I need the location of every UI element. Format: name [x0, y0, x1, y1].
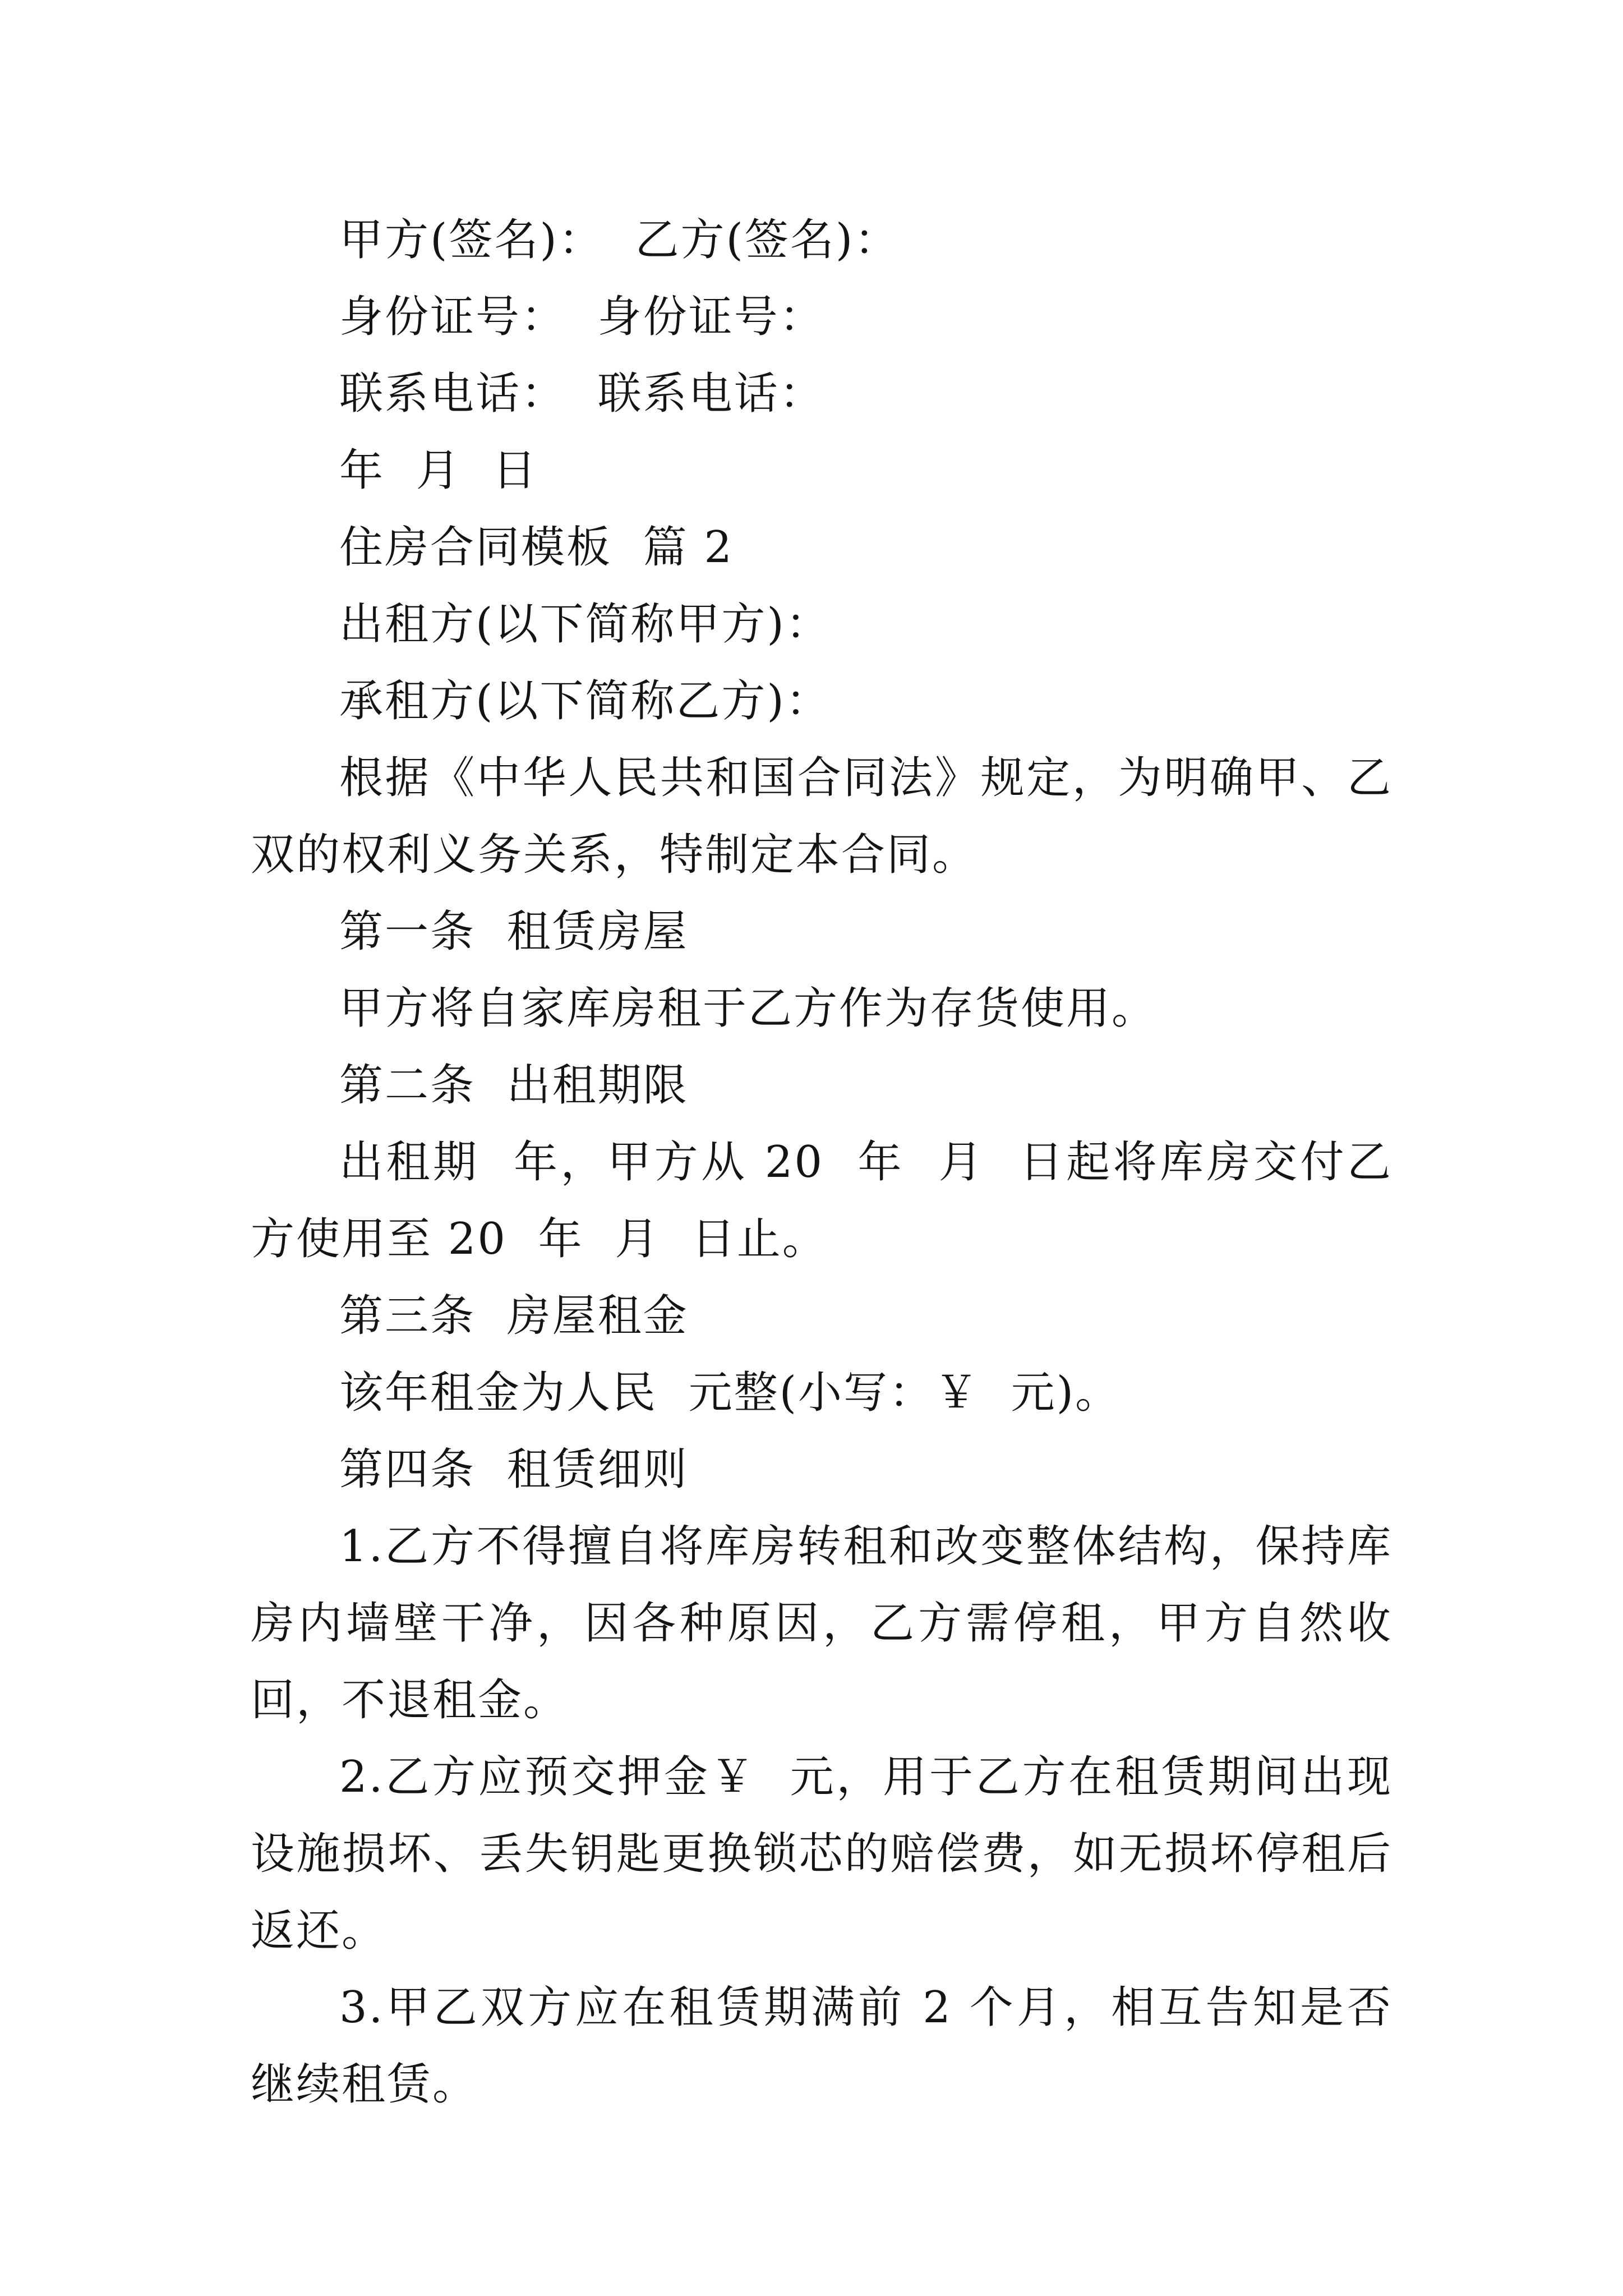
lessor-line: 出租方(以下简称甲方)： [339, 599, 831, 650]
article-2-heading: 第二条 出租期限 [339, 1060, 689, 1111]
preamble-paragraph: 根据《中华人民共和国合同法》规定，为明确甲、乙双的权利义务关系，特制定本合同。 [251, 753, 1393, 880]
article-4-item-3: 3.甲乙双方应在租赁期满前 2 个月，相互告知是否继续租赁。 [251, 1982, 1393, 2110]
article-3-text: 该年租金为人民 元整(小写：￥ 元)。 [339, 1368, 1121, 1418]
phone-line: 联系电话： 联系电话： [339, 369, 825, 419]
document-body [251, 202, 1393, 2123]
article-2-text: 出租期 年，甲方从 20 年 月 日起将库房交付乙方使用至 20 年 月 日止。 [251, 1137, 1393, 1264]
article-1-text: 甲方将自家库房租于乙方作为存货使用。 [339, 983, 1158, 1034]
id-number-line: 身份证号： 身份证号： [339, 292, 825, 342]
article-4-item-1: 1.乙方不得擅自将库房转租和改变整体结构，保持库房内墙壁干净，因各种原因，乙方需停租，甲方自然收回，不退租金。 [251, 1521, 1393, 1726]
article-1-heading: 第一条 租赁房屋 [339, 907, 689, 957]
article-3-heading: 第三条 房屋租金 [339, 1291, 689, 1341]
article-4-heading: 第四条 租赁细则 [339, 1444, 689, 1495]
date-line: 年 月 日 [339, 445, 538, 496]
lessee-line: 承租方(以下简称乙方)： [339, 676, 831, 726]
article-4-item-2: 2.乙方应预交押金￥ 元，用于乙方在租赁期间出现设施损坏、丢失钥匙更换锁芯的赔偿费，如无损坏停租后返还。 [251, 1752, 1393, 1956]
template-heading: 住房合同模板 篇 2 [339, 522, 734, 573]
signature-line-party-a-b: 甲方(签名)： 乙方(签名)： [339, 215, 900, 265]
